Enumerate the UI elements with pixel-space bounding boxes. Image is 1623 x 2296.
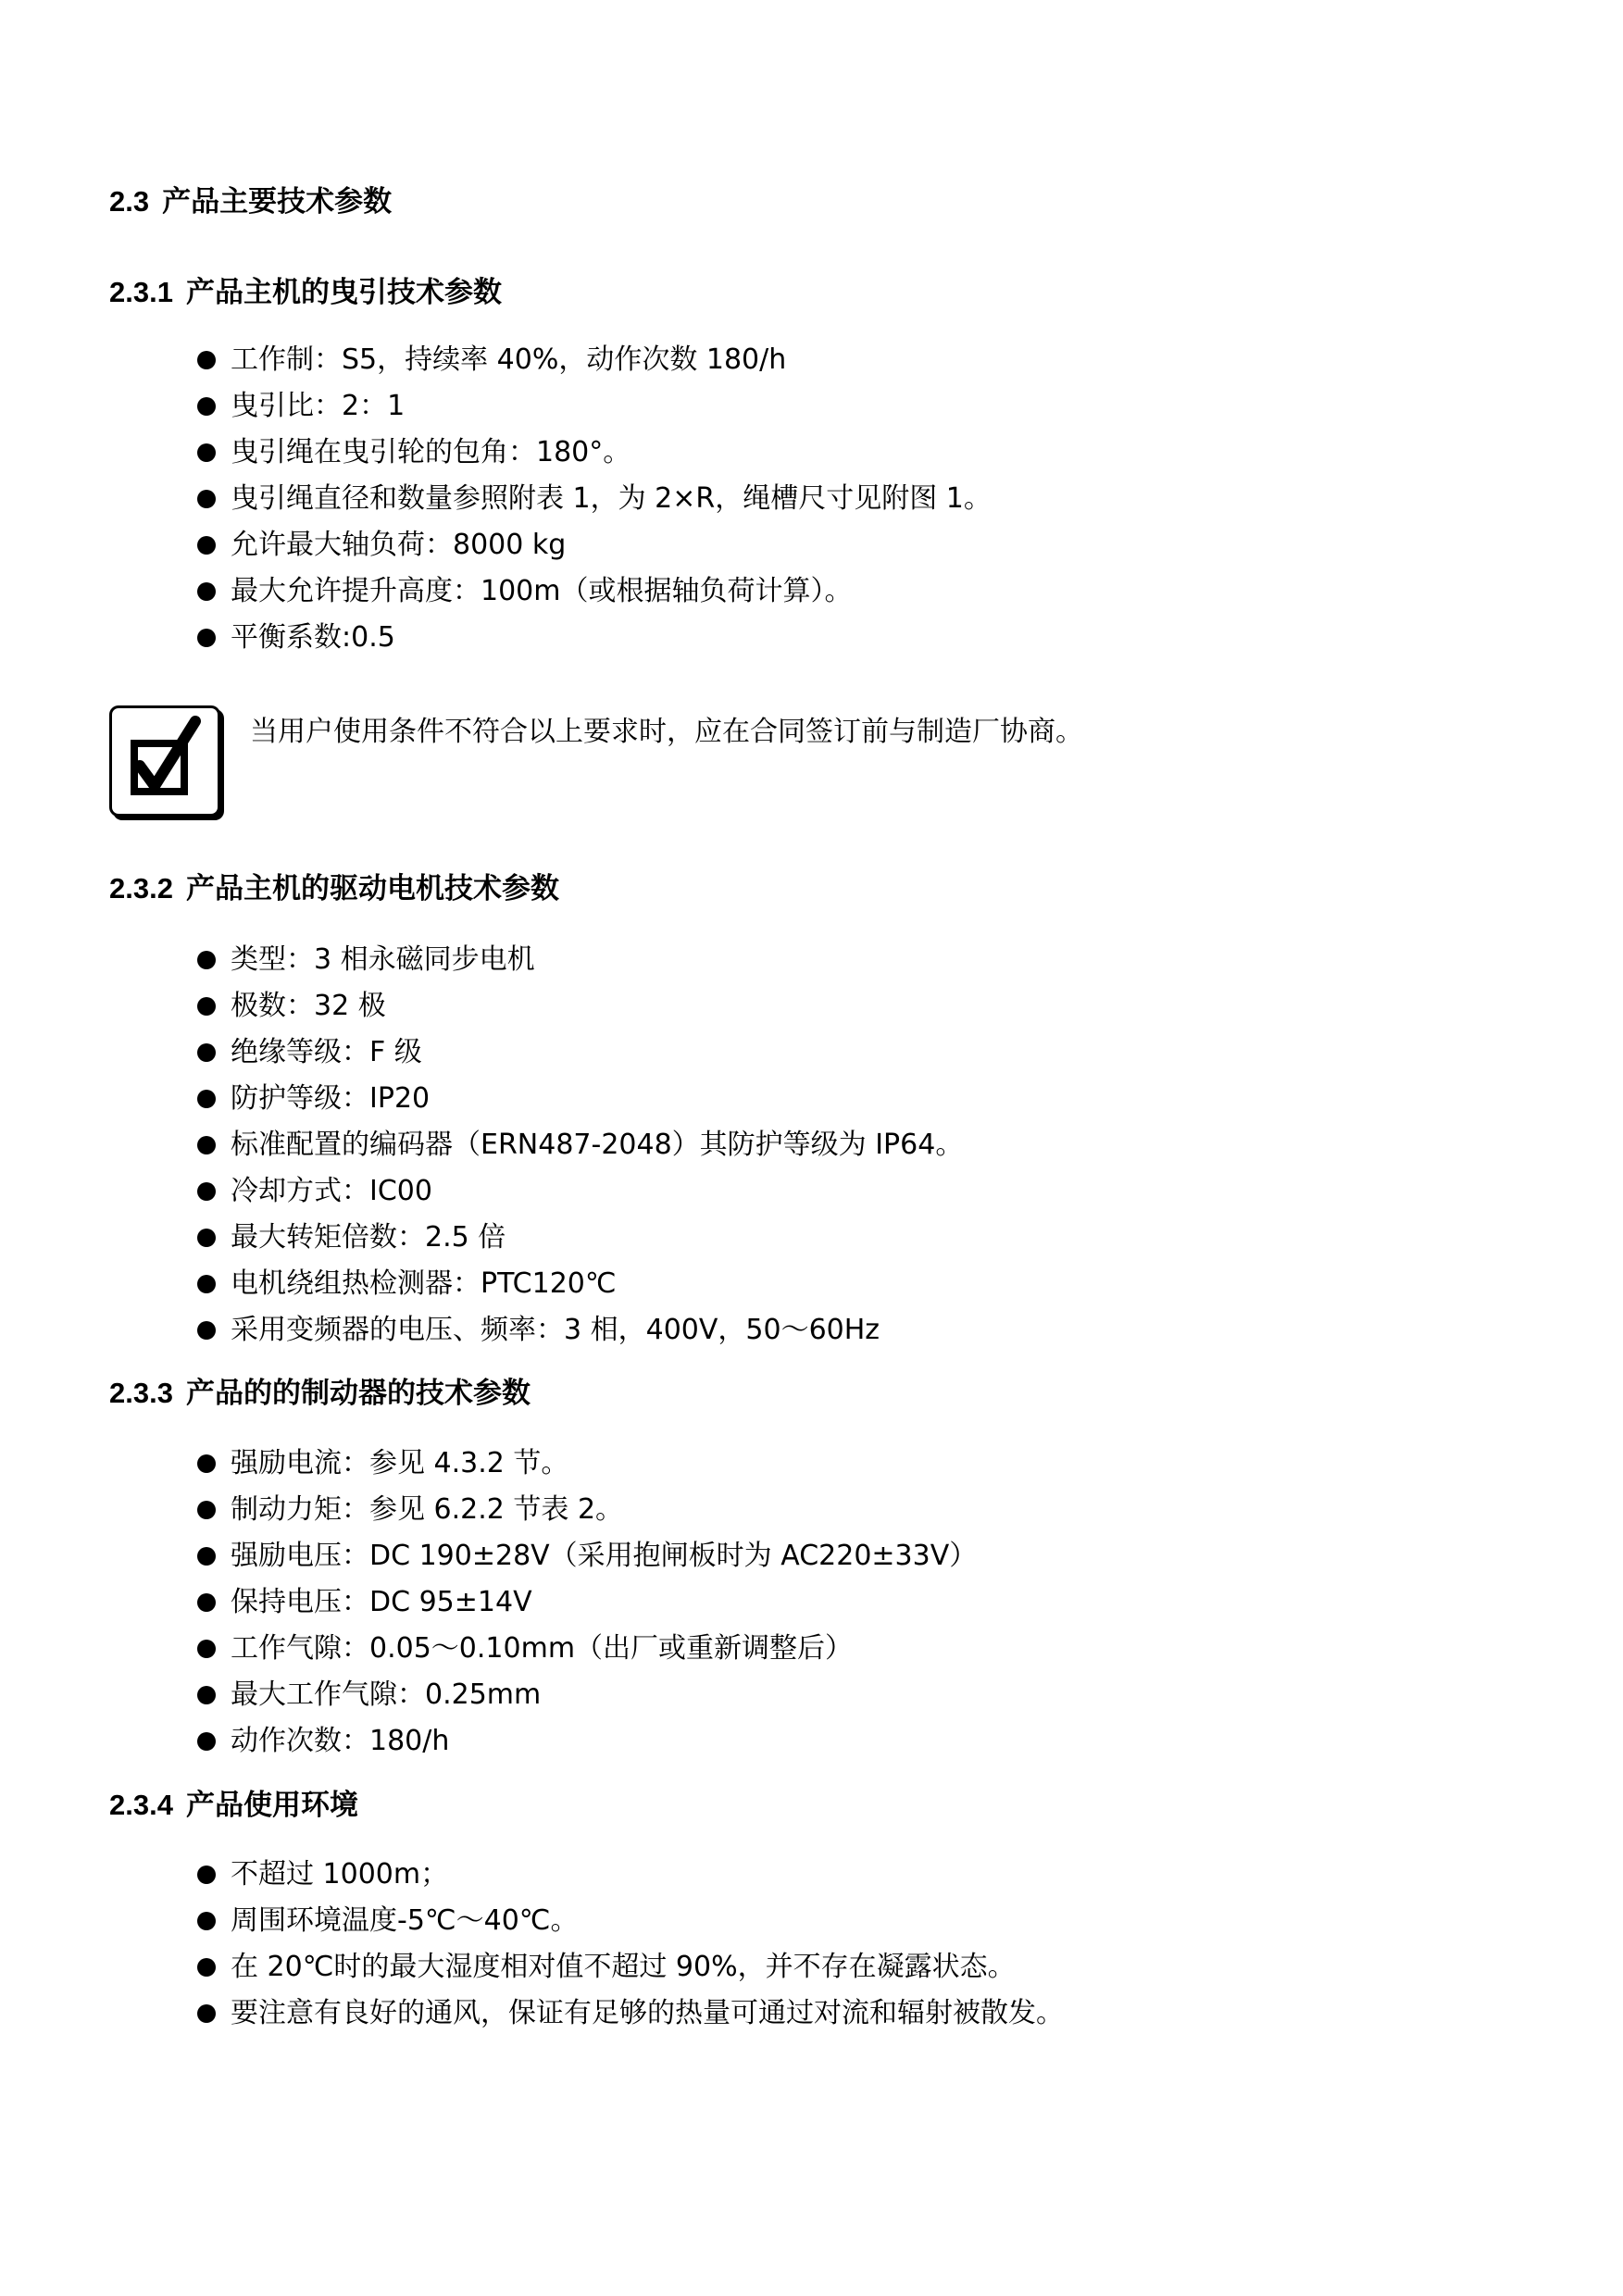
list-item: 允许最大轴负荷：8000 kg xyxy=(0,522,1296,568)
heading-title: 产品主机的曳引技术参数 xyxy=(185,276,502,308)
bullet-icon xyxy=(197,1321,216,1340)
heading-title: 产品主要技术参数 xyxy=(162,185,393,218)
bullet-icon xyxy=(197,1090,216,1108)
bullet-icon xyxy=(197,1229,216,1247)
bullet-icon xyxy=(197,1501,216,1519)
heading-title: 产品主机的驱动电机技术参数 xyxy=(185,872,559,905)
list-item: 曳引绳在曳引轮的包角：180°。 xyxy=(0,430,1296,476)
list-item: 曳引绳直径和数量参照附表 1，为 2×R，绳槽尺寸见附图 1。 xyxy=(0,476,1296,522)
heading-number: 2.3.4 xyxy=(109,1789,173,1821)
heading-2-3-1 xyxy=(109,274,502,311)
list-item: 类型：3 相永磁同步电机 xyxy=(0,937,1296,983)
bullet-icon xyxy=(197,443,216,462)
list-item: 要注意有良好的通风，保证有足够的热量可通过对流和辐射被散发。 xyxy=(0,1990,1296,2037)
note-text: 当用户使用条件不符合以上要求时，应在合同签订前与制造厂协商。 xyxy=(250,716,1083,748)
list-item: 防护等级：IP20 xyxy=(0,1076,1296,1122)
list-item: 极数：32 极 xyxy=(0,983,1296,1029)
list-item: 在 20℃时的最大湿度相对值不超过 90%，并不存在凝露状态。 xyxy=(0,1944,1296,1990)
bullet-icon xyxy=(197,1958,216,1977)
list-item: 电机绕组热检测器：PTC120℃ xyxy=(0,1261,1296,1307)
list-item: 冷却方式：IC00 xyxy=(0,1168,1296,1215)
bullet-icon xyxy=(197,951,216,969)
heading-title: 产品使用环境 xyxy=(185,1789,358,1821)
list-item: 采用变频器的电压、频率：3 相，400V，50～60Hz xyxy=(0,1307,1296,1354)
bullet-icon xyxy=(197,536,216,555)
heading-number: 2.3.3 xyxy=(109,1377,173,1409)
bullet-icon xyxy=(197,1547,216,1566)
list-item: 工作制：S5，持续率 40%，动作次数 180/h xyxy=(0,337,1296,383)
bullet-icon xyxy=(197,1043,216,1062)
list-item: 强励电压：DC 190±28V（采用抱闸板时为 AC220±33V） xyxy=(0,1533,1296,1579)
bullet-icon xyxy=(197,397,216,416)
list-item: 工作气隙：0.05～0.10mm（出厂或重新调整后） xyxy=(0,1626,1296,1672)
note-callout xyxy=(109,705,1498,826)
list-item: 强励电流：参见 4.3.2 节。 xyxy=(0,1441,1296,1487)
bullet-icon xyxy=(197,2004,216,2023)
bullet-icon xyxy=(197,1732,216,1751)
list-item: 最大工作气隙：0.25mm xyxy=(0,1672,1296,1718)
list-item: 最大允许提升高度：100m（或根据轴负荷计算）。 xyxy=(0,568,1296,615)
bullet-icon xyxy=(197,997,216,1016)
bullet-icon xyxy=(197,1136,216,1154)
heading-2-3-2 xyxy=(109,870,559,907)
list-item: 最大转矩倍数：2.5 倍 xyxy=(0,1215,1296,1261)
bullet-icon xyxy=(197,1454,216,1473)
bullet-icon xyxy=(197,1182,216,1201)
bullet-icon xyxy=(197,629,216,647)
bullet-icon xyxy=(197,1912,216,1930)
heading-number: 2.3 xyxy=(109,185,150,218)
heading-2-3-4 xyxy=(109,1787,358,1824)
list-item: 不超过 1000m； xyxy=(0,1852,1296,1898)
bullet-icon xyxy=(197,351,216,369)
bullet-icon xyxy=(197,1866,216,1884)
list-item: 平衡系数:0.5 xyxy=(0,615,1296,661)
heading-number: 2.3.2 xyxy=(109,872,173,905)
list-item: 周围环境温度-5℃～40℃。 xyxy=(0,1898,1296,1944)
heading-2-3-3 xyxy=(109,1375,531,1412)
bullet-icon xyxy=(197,1640,216,1658)
bullet-icon xyxy=(197,1275,216,1293)
list-item: 保持电压：DC 95±14V xyxy=(0,1579,1296,1626)
list-item: 动作次数：180/h xyxy=(0,1718,1296,1765)
heading-number: 2.3.1 xyxy=(109,276,173,308)
list-item: 曳引比：2：1 xyxy=(0,383,1296,430)
bullet-icon xyxy=(197,1593,216,1612)
heading-title: 产品的的制动器的技术参数 xyxy=(185,1377,531,1409)
heading-2-3 xyxy=(109,183,392,220)
list-item: 绝缘等级：F 级 xyxy=(0,1029,1296,1076)
checkbox-check-icon xyxy=(109,705,220,817)
bullet-icon xyxy=(197,490,216,508)
bullet-icon xyxy=(197,582,216,601)
bullet-icon xyxy=(197,1686,216,1704)
list-item: 制动力矩：参见 6.2.2 节表 2。 xyxy=(0,1487,1296,1533)
list-item: 标准配置的编码器（ERN487-2048）其防护等级为 IP64。 xyxy=(0,1122,1296,1168)
